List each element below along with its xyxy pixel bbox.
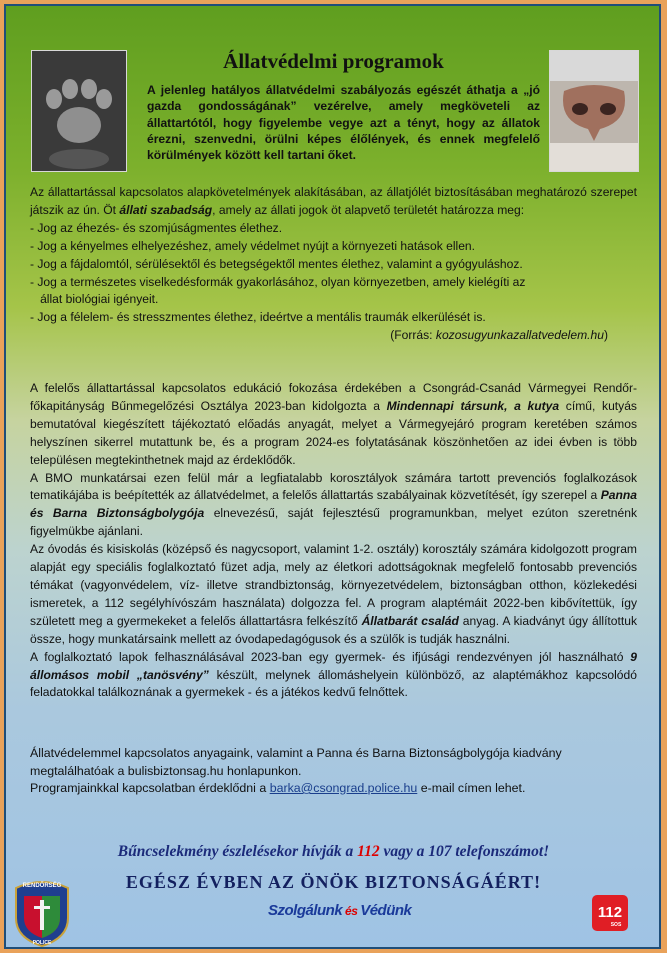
police-badge-icon	[12, 874, 72, 948]
emergency-number: 112	[357, 843, 380, 860]
right-item: - Jog a természetes viselkedésformák gyakorlásához, olyan környezetben, amely kielégíti az	[30, 274, 526, 289]
education-paragraph-3: Az óvodás és kisiskolás (középső és nagycsoport, valamint 1-2. osztály) korosztály számára kidolgozott program alapját egy speciális foglalkoztató füzet adja, mely az életkori adottságoknak megfelelő fontosabb prevenciós témákat (vagyonvédelem, víz- illetve strandbiztonság, környezetvédelem, biztonságban otthon, közlekedési ismeretek, a 112 segélyhívószám használata) dolgozza fel. A program alaptémáit 2022-ben kibővítettük, így született meg a gyermekeket a felelős állattartásra felkészítő Állatbarát család anyag. A kiadványt úgy állítottuk össze, hogy munkatársaink mellett az óvodapedagógusok és a szülők is tudják használni.	[30, 542, 638, 646]
intro-paragraph: A jelenleg hatályos állatvédelmi szabályozás egészét áthatja a „jó gazda gondosságának” vezérelve, amely megköveteli az állattartótól, hogy figyelembe vegye azt a tényt, hogy az állatok érezni, szenvedni, örülni képes élőlények, és ennek megfelelő körülmények között kell tartani őket.	[147, 83, 540, 163]
education-paragraph-4: A foglalkoztató lapok felhasználásával 2023-ban egy gyermek- és ifjúsági rendezvényen jól használható 9 állomásos mobil „tanösvény” készült, melynek állomáshelyein különböző, az alaptémákhoz kapcsolódó feladatokkal találkoznának a gyermekek - és a játékos kedvű felnőttek.	[30, 649, 637, 700]
contact-line-2: Programjainkkal kapcsolatban érdeklődni a barka@csongrad.police.hu e-mail címen lehet.	[30, 781, 526, 795]
sos-text: SOS	[610, 922, 622, 928]
badge-top-text: RENDŐRSÉG	[22, 883, 62, 889]
badge-bottom-text: POLICE	[32, 940, 52, 946]
education-paragraph-1: A felelős állattartással kapcsolatos edukáció fokozása érdekében a Csongrád-Csanád Vármegyei Rendőr-főkapitányság Bűnmegelőzési Osztálya 2023-ban kidolgozta a Mindennapi társunk, a kutya című, kutyás bemutatóval kiegészített tájékoztató előadás anyagát, melyet a Vármegyejáró program keretében számos helyszínen sikerrel mutattunk be, és a program 2024-es folytatásának köszönhetően az idei évben is több településen megtekinthetnek majd az érdeklődők.	[30, 381, 637, 467]
contact-section	[30, 745, 637, 798]
emergency-notice: Bűncselekmény észlelésekor hívják a 112 vagy a 107 telefonszámot!	[117, 843, 550, 860]
page-title: Állatvédelmi programok	[223, 49, 444, 73]
szolgalunk-es-vedunk-logo: Szolgálunk és Védünk	[268, 902, 412, 919]
right-item: - Jog a fájdalomtól, sérülésektől és betegségektől mentes élethez, valamint a gyógyuláshoz.	[30, 256, 523, 271]
right-item: - Jog a kényelmes elhelyezéshez, amely védelmet nyújt a környezeti hatások ellen.	[30, 238, 476, 253]
right-item: - Jog a félelem- és stresszmentes élethez, ideértve a mentális traumák elkerülését is.	[30, 310, 486, 325]
slogan: EGÉSZ ÉVBEN AZ ÖNÖK BIZTONSÁGÁÉRT!	[125, 872, 542, 892]
source-citation: (Forrás: kozosugyunkazallatvedelem.hu)	[390, 328, 608, 343]
sos-112-icon	[592, 895, 628, 931]
email-link[interactable]: barka@csongrad.police.hu	[269, 781, 418, 795]
sos-number: 112	[597, 904, 623, 921]
right-item: - Jog az éhezés- és szomjúságmentes élethez.	[30, 220, 283, 235]
education-paragraph-2: A BMO munkatársai ezen felül már a legfiatalabb korosztályok számára tartott prevenciós foglalkozások tematikájába is beépítették az állatvédelmet, a felelős állattartás szabályainak közvetítését, így szerepel a Panna és Barna Biztonságbolygója elnevezésű, saját fejlesztésű programunkban, melyet ezúton szeretnénk figyelmükbe ajánlani.	[30, 470, 637, 539]
animal-freedoms-section	[30, 184, 637, 345]
right-item: állat biológiai igényeit.	[30, 292, 159, 307]
freedoms-lead: Az állattartással kapcsolatos alapkövetelmények alakításában, az állatjólét biztosításában meghatározó szerepet játszik az ún. Öt állati szabadság, amely az állati jogok öt alapvető területét határozza meg:	[30, 185, 637, 217]
education-section	[30, 380, 637, 702]
contact-line-1: Állatvédelemmel kapcsolatos anyagaink, valamint a Panna és Barna Biztonságbolygója kiadvány megtalálhatóak a bulisbiztonsag.hu honlapunkon.	[30, 746, 562, 778]
